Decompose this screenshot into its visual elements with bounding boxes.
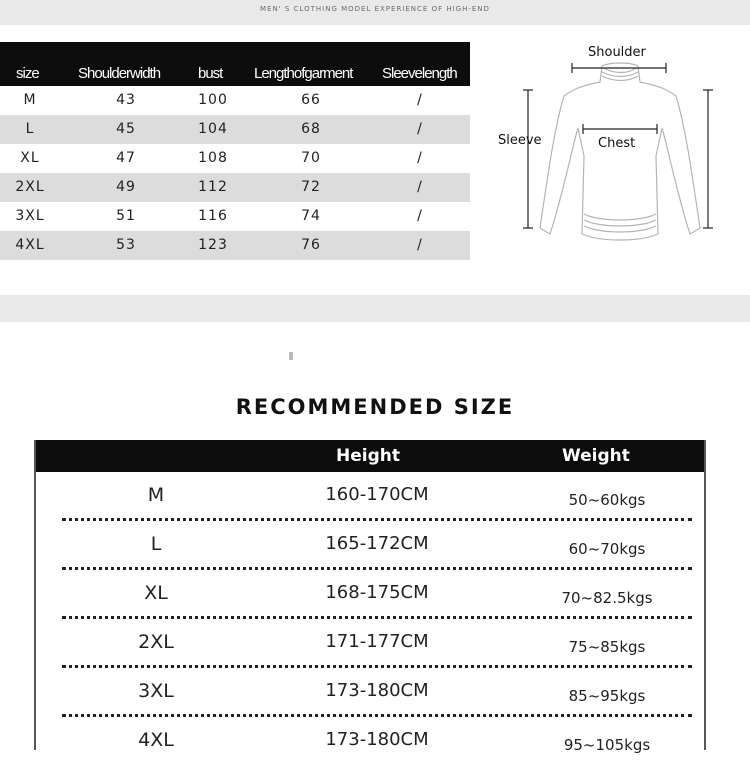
cell-size: 3XL <box>15 208 45 224</box>
cell-weight: 85~95kgs <box>568 687 646 705</box>
table-row <box>62 717 692 763</box>
cell-size: 2XL <box>15 179 45 195</box>
recommended-size-title: RECOMMENDED SIZE <box>235 395 515 419</box>
table-row <box>62 472 692 521</box>
table-row <box>62 619 692 668</box>
header-sleeve-length: Sleevelength <box>382 65 457 82</box>
cell-shoulder: 49 <box>116 179 136 195</box>
garment-diagram <box>490 38 730 258</box>
cell-size: L <box>150 533 162 555</box>
header-height: Height <box>336 446 400 466</box>
header-length: Lengthofgarment <box>254 65 353 82</box>
table-row <box>62 570 692 619</box>
cell-bust: 112 <box>198 179 228 195</box>
cell-bust: 116 <box>198 208 228 224</box>
header-weight: Weight <box>562 446 630 466</box>
table-row <box>0 202 470 231</box>
cell-shoulder: 43 <box>116 92 136 108</box>
recommended-table-header <box>36 440 704 472</box>
cell-height: 160-170CM <box>325 484 429 505</box>
diagram-label-shoulder: Shoulder <box>588 45 646 60</box>
diagram-label-sleeve: Sleeve <box>498 133 542 148</box>
cell-size: 2XL <box>138 631 174 653</box>
cell-shoulder: 47 <box>116 150 136 166</box>
cell-height: 171-177CM <box>325 631 429 652</box>
cell-shoulder: 51 <box>116 208 136 224</box>
size-table-header <box>0 42 470 86</box>
cell-size: 4XL <box>15 237 45 253</box>
header-size: size <box>16 65 39 82</box>
cell-weight: 70~82.5kgs <box>561 589 653 607</box>
cell-size: 3XL <box>138 680 174 702</box>
header-shoulder-width: Shoulderwidth <box>78 65 161 82</box>
cell-shoulder: 53 <box>116 237 136 253</box>
cell-bust: 104 <box>198 121 228 137</box>
cell-shoulder: 45 <box>116 121 136 137</box>
cell-length: 76 <box>301 237 321 253</box>
table-row <box>62 668 692 717</box>
cell-bust: 108 <box>198 150 228 166</box>
cell-bust: 100 <box>198 92 228 108</box>
cell-height: 173-180CM <box>325 729 429 750</box>
cell-bust: 123 <box>198 237 228 253</box>
table-row <box>0 86 470 115</box>
cell-length: 72 <box>301 179 321 195</box>
cell-weight: 50~60kgs <box>568 491 646 509</box>
cell-size: 4XL <box>138 729 174 751</box>
cell-size: M <box>23 92 37 108</box>
cell-height: 168-175CM <box>325 582 429 603</box>
cell-size: L <box>25 121 35 137</box>
table-row <box>0 173 470 202</box>
brand-tagline: MEN' S CLOTHING MODEL EXPERIENCE OF HIGH-END <box>260 5 490 13</box>
cell-sleeve: / <box>417 208 423 224</box>
header-bust: bust <box>198 65 223 82</box>
cell-size: M <box>147 484 165 506</box>
cell-sleeve: / <box>417 92 423 108</box>
cell-sleeve: / <box>417 121 423 137</box>
table-row <box>0 231 470 260</box>
diagram-label-chest: Chest <box>598 136 636 151</box>
cell-length: 68 <box>301 121 321 137</box>
cell-length: 66 <box>301 92 321 108</box>
table-row <box>62 521 692 570</box>
cell-size: XL <box>20 150 40 166</box>
cell-size: XL <box>144 582 168 604</box>
cell-height: 173-180CM <box>325 680 429 701</box>
cell-height: 165-172CM <box>325 533 429 554</box>
cell-sleeve: / <box>417 237 423 253</box>
cell-sleeve: / <box>417 179 423 195</box>
table-row <box>0 144 470 173</box>
divider-mark <box>289 352 293 360</box>
table-row <box>0 115 470 144</box>
size-table <box>0 42 470 260</box>
cell-length: 70 <box>301 150 321 166</box>
cell-weight: 95~105kgs <box>563 736 651 754</box>
cell-weight: 75~85kgs <box>568 638 646 656</box>
cell-weight: 60~70kgs <box>568 540 646 558</box>
cell-sleeve: / <box>417 150 423 166</box>
recommended-size-table <box>34 440 706 754</box>
cell-length: 74 <box>301 208 321 224</box>
